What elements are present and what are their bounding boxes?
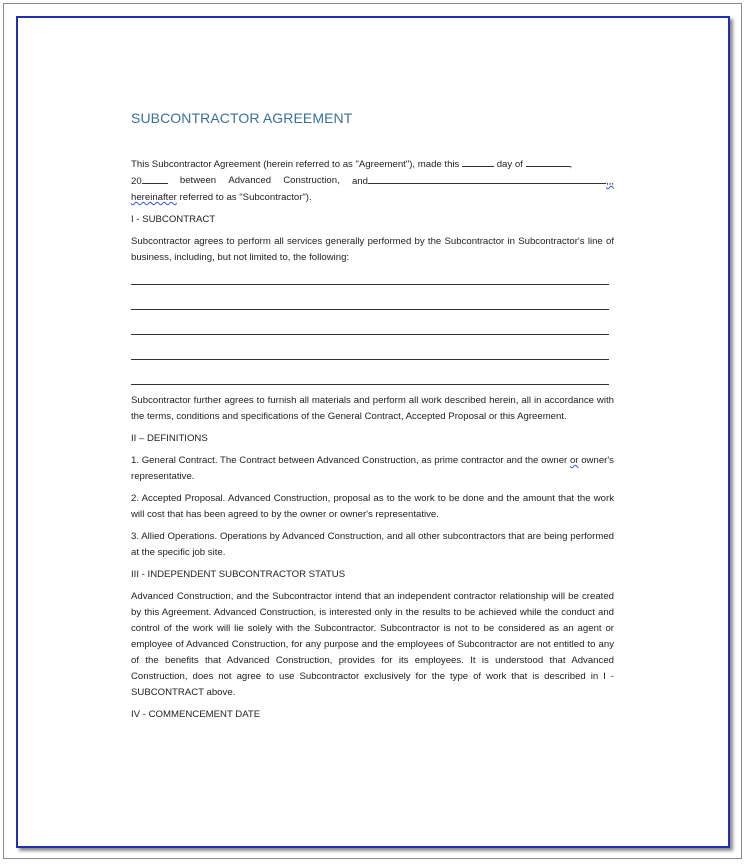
services-blank-line (131, 337, 609, 360)
day-blank (462, 156, 494, 167)
intro-line-1: This Subcontractor Agreement (herein referred to as "Agreement"), made this day of , (131, 156, 614, 173)
intro-text-3b: referred to as "Subcontractor"). (176, 192, 312, 203)
definition-1-or: or (569, 455, 579, 466)
document-content (131, 110, 614, 729)
section-3-paragraph: Advanced Construction, and the Subcontractor intend that an independent contractor relationship will be created by this Agreement. Advanced Construction, is interested only in the results to be achieved while the conduct and control of the work will lie solely with the Subcontractor. Subcontractor is not to be considered as an agent or employee of Advanced Construction, for any purpose and the employees of Subcontractor are not entitled to any of the benefits that Advanced Construction, provides for its employees. It is understood that Advanced Construction, does not agree to use Subcontractor exclusively for the type of work that is described in I - SUBCONTRACT above. (131, 591, 614, 698)
definition-1-text-b: owner's representative. (131, 455, 614, 482)
definition-1-text-a: 1. General Contract. The Contract between Advanced Construction, as prime contractor and the owner (131, 455, 570, 466)
definition-allied-operations: 3. Allied Operations. Operations by Advanced Construction, and all other subcontractors that are being performed at the specific job site. (131, 531, 614, 558)
section-1-paragraph-2: Subcontractor further agrees to furnish all materials and perform all work described herein, all in accordance with the terms, conditions and specifications of the General Contract, Accepted Proposal or this Agreement. (131, 395, 614, 422)
intro-line-2 (131, 173, 614, 190)
services-blank-line (131, 287, 609, 310)
month-blank (526, 156, 570, 167)
intro-text-2e: and (351, 176, 368, 187)
section-1-heading: I - SUBCONTRACT (131, 214, 216, 225)
services-blank-line (131, 266, 609, 285)
intro-text-3a: hereinafter (131, 192, 177, 203)
document-page (16, 16, 730, 848)
subcontractor-name-blank (368, 173, 606, 184)
services-blank-lines (131, 266, 614, 385)
intro-text-2d: Construction, (283, 175, 340, 186)
year-blank (142, 173, 168, 184)
services-blank-line (131, 312, 609, 335)
intro-text-2a: 20 (131, 176, 142, 187)
intro-paragraph (131, 156, 614, 206)
services-blank-line (131, 362, 609, 385)
section-3-heading: III - INDEPENDENT SUBCONTRACTOR STATUS (131, 569, 346, 580)
intro-text-1b: day of (496, 159, 523, 170)
definition-general-contract (131, 453, 614, 485)
definition-accepted-proposal: 2. Accepted Proposal. Advanced Construction, proposal as to the work to be done and the amount that the work will cost that has been agreed to by the owner or owner's representative. (131, 493, 614, 520)
section-2-heading: II – DEFINITIONS (131, 433, 208, 444)
section-4-heading: IV - COMMENCEMENT DATE (131, 709, 261, 720)
intro-text-2c: Advanced (228, 175, 272, 186)
spelling-mark: ,,, (605, 176, 614, 187)
intro-text-1a: This Subcontractor Agreement (herein referred to as "Agreement"), made this (131, 159, 460, 170)
document-title: SUBCONTRACTOR AGREEMENT (131, 110, 353, 126)
section-1-paragraph-1: Subcontractor agrees to perform all services generally performed by the Subcontractor in Subcontractor's line of business, including, but not limited to, the following: (131, 236, 614, 263)
intro-line-3 (131, 190, 614, 206)
intro-text-2b: between (179, 175, 217, 186)
